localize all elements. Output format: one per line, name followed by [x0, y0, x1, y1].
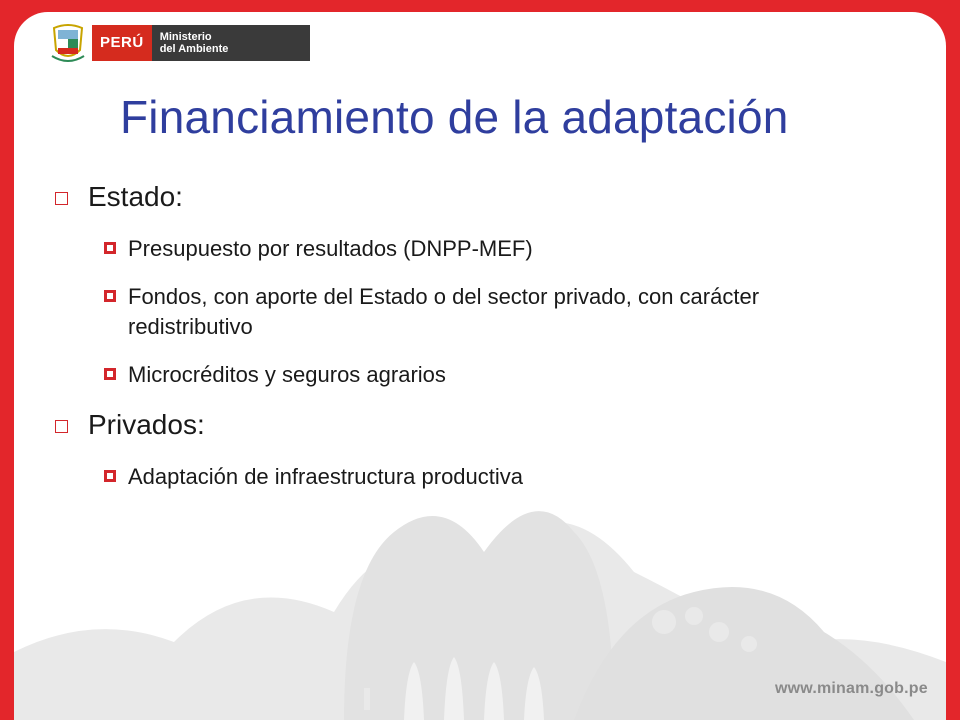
coat-of-arms-icon [50, 22, 86, 64]
section-heading-estado [55, 180, 915, 214]
filled-square-bullet-icon [104, 290, 116, 302]
section-heading-text: Privados: [88, 409, 205, 440]
section-heading-text: Estado: [88, 181, 183, 212]
square-bullet-icon [55, 192, 68, 205]
section-heading-privados [55, 408, 915, 442]
country-badge: PERÚ [92, 25, 152, 61]
list-item-text: Adaptación de infraestructura productiva [128, 464, 524, 489]
list-item-text: Presupuesto por resultados (DNPP-MEF) [128, 236, 533, 261]
filled-square-bullet-icon [104, 242, 116, 254]
list-item [104, 360, 915, 390]
ministry-line-2: del Ambiente [159, 43, 229, 55]
list-item-text: Microcréditos y seguros agrarios [128, 362, 446, 387]
ministry-line-1: Ministerio [159, 31, 212, 43]
list-item [104, 282, 915, 342]
ministry-name [152, 25, 310, 61]
footer-url: www.minam.gob.pe [775, 680, 928, 697]
list-item [104, 234, 915, 264]
filled-square-bullet-icon [104, 368, 116, 380]
square-bullet-icon [55, 420, 68, 433]
ministry-logo [50, 22, 310, 64]
list-item-text: Fondos, con aporte del Estado o del sector privado, con carácter redistributivo [128, 284, 760, 339]
content-list [55, 180, 915, 510]
filled-square-bullet-icon [104, 470, 116, 482]
slide-title: Financiamiento de la adaptación [120, 91, 789, 143]
list-item [104, 462, 915, 492]
